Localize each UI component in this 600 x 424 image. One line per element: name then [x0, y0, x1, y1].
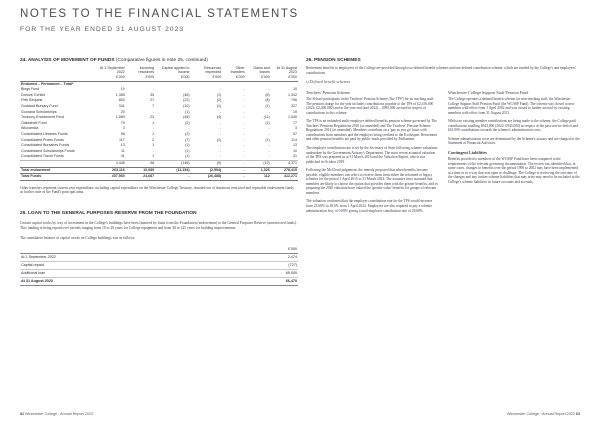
table-cell: -	[243, 143, 245, 148]
table-cell: -	[268, 109, 270, 114]
row-label: Consolidated Prizes Funds	[21, 137, 64, 142]
column-header: Resources expended	[204, 66, 222, 75]
table-cell: (2)	[185, 131, 190, 136]
loan-table	[20, 246, 298, 286]
table-cell: -	[152, 148, 155, 153]
table-cell: 1,385	[115, 92, 125, 97]
table-total-row: At 31 August 2023 66,470	[20, 278, 298, 286]
footer-text: Winchester College · Annual Report 2023	[507, 412, 575, 416]
table-cell: 13	[293, 143, 297, 148]
table-cell: 1	[152, 131, 155, 136]
table-cell: 263,116	[94, 167, 126, 174]
table-cell: (2)	[216, 98, 222, 103]
paragraph: The School participates in the Teachers' Pension Scheme ('the TPS') for its teaching staff. The pension charge for the year includes contributions payable to the TPS of £2,156,000 (2022: £2,400,000) and at the year end (and 2022) – £985,000 accrued in respect of contributions to this scheme.	[306, 97, 435, 115]
column-unit: £'000	[271, 75, 298, 81]
table-cell: (1)	[185, 143, 190, 148]
table-cell: -	[243, 131, 245, 136]
note25-section	[20, 211, 298, 286]
table-cell: (7)	[185, 137, 190, 142]
row-label	[20, 160, 94, 167]
paragraph: The employer contribution rate is set by the Secretary of State following scheme valuations undertaken by the Government Actuary's Department. The most recent actuarial valuation of the TPS was prepared as at 31 March 2016 and the Valuation Report, which was published in October 2019.	[306, 146, 438, 164]
table-cell: 327	[291, 103, 297, 108]
table-cell: 4,445	[94, 160, 126, 167]
table-cell: 1	[152, 120, 155, 125]
table-cell: 341	[118, 103, 125, 108]
paragraph: The TPS is an unfunded multi-employer defined benefits pension scheme governed by The Teachers' Pensions Regulations 2010 (as amended) and The Teachers' Pension Scheme Regulations 2014 (as amended). Members contribute on a 'pay as you go' basis with contributions from members and the employer being credited to the Exchequer. Retirement and other pension benefits are paid by public funds provided by Parliament.	[306, 119, 437, 142]
table-cell: -	[243, 115, 245, 120]
table-cell: -	[152, 126, 155, 131]
wcssp-title: Winchester College Support Staff Pension Fund	[448, 90, 529, 96]
footer-text: Winchester College · Annual Report 2023	[25, 412, 93, 416]
tps-column	[306, 90, 438, 217]
row-label: Firth Bequest	[21, 98, 43, 103]
table-cell: 3	[122, 126, 125, 131]
right-column	[306, 58, 580, 217]
table-cell: -	[268, 148, 270, 153]
table-cell: -	[220, 131, 222, 136]
row-label: Total endowment	[20, 167, 94, 174]
section-label: Endowed – Permanent – Total*	[21, 81, 74, 86]
table-cell: 11	[121, 148, 125, 153]
table-cell: 7	[152, 103, 155, 108]
note24-heading: 24. ANALYSIS OF MOVEMENT OF FUNDS (Comparative figures in note 25, continued)	[20, 58, 208, 63]
table-cell: (1)	[265, 137, 270, 142]
row-label: Consolidated Bursaries Funds	[21, 143, 70, 148]
column-header: Capital applied to income	[161, 66, 190, 75]
page-title: NOTES TO THE FINANCIAL STATEMENTS	[20, 8, 299, 20]
left-column	[20, 58, 298, 286]
column-unit: £'000	[155, 75, 190, 81]
table-cell: 2	[152, 137, 155, 142]
table-cell: -	[243, 126, 245, 131]
table-cell: 13	[120, 143, 125, 148]
table-cell: 278,415	[271, 167, 298, 174]
table-cell: 98	[126, 160, 155, 167]
table-cell: (9)	[191, 160, 223, 167]
loan-unit-row	[20, 246, 298, 254]
table-cell: -	[243, 98, 245, 103]
footer-right	[507, 412, 580, 416]
column-header: Incoming resources	[138, 66, 155, 75]
table-cell: 10	[293, 87, 297, 92]
table-header-row	[20, 66, 298, 75]
table-cell: -	[243, 109, 245, 114]
table-cell: -	[220, 154, 222, 159]
table-cell: 27	[150, 98, 155, 103]
table-cell: 117	[119, 137, 125, 142]
table-cell: -	[268, 126, 270, 131]
table-cell: 41	[120, 154, 125, 159]
row-label: Oakeshott Fund	[21, 120, 47, 125]
column-unit: £'000	[222, 75, 245, 81]
row-label: Gourand Scholarships	[21, 109, 57, 114]
table-cell: 79	[120, 120, 125, 125]
table-cell: -	[152, 109, 155, 114]
table-row: At 1 September 2022 2,474	[20, 254, 298, 262]
table-cell: 407,960	[94, 174, 126, 181]
table-cell: (19)	[246, 160, 271, 167]
table-cell: 1,540	[288, 115, 297, 120]
table-cell: (1)	[185, 148, 190, 153]
column-unit: £'000	[126, 75, 155, 81]
table-cell: 412,271	[271, 174, 298, 181]
paragraph: The valuation confirmed that the employer contribution rate for the TPS would increase from 23.68% to 28.6% from 1 April 2024. Employers are also required to pay a scheme administration levy of 0.08% giving a total employer contribution rate of 28.68%.	[306, 199, 433, 213]
table-cell: 10	[120, 87, 125, 92]
table-cell: (1)	[216, 92, 222, 97]
note26-subheading: i) Defined benefit schemes	[306, 79, 351, 85]
table-cell: -	[222, 167, 245, 174]
table-cell: 1,342	[288, 92, 297, 97]
pension-columns	[306, 90, 580, 217]
table-cell: (1)	[185, 154, 190, 159]
table-cell: -	[152, 87, 155, 92]
contingent-liabilities-title: Contingent Liabilities	[448, 150, 487, 156]
table-row: Additional loan 65,000	[20, 270, 298, 278]
table-cell: (1)	[265, 103, 270, 108]
table-cell: (11,154)	[155, 167, 190, 174]
table-cell: -	[155, 174, 190, 181]
movement-of-funds-table	[20, 66, 298, 181]
table-cell: 1,580	[115, 115, 125, 120]
table-cell: (8)	[265, 98, 270, 103]
table-cell: 10,089	[126, 167, 155, 174]
table-cell: (1)	[216, 103, 222, 108]
table-cell: 4,371	[271, 160, 298, 167]
table-cell: -	[268, 87, 270, 92]
row-label: Donors' Exhibit	[21, 92, 46, 97]
table-cell: -	[188, 126, 190, 131]
table-cell: -	[243, 103, 245, 108]
table-cell: (2,594)	[191, 167, 223, 174]
table-cell: 24,687	[126, 174, 155, 181]
table-cell: -	[220, 143, 222, 148]
table-cell: 10	[293, 148, 297, 153]
table-cell: -	[243, 92, 245, 97]
note25-heading: 25. LOAN TO THE GENERAL PURPOSES RESERVE FROM THE FOUNDATION	[20, 211, 197, 217]
table-cell: 1	[152, 143, 155, 148]
column-header: At 1 September 2022	[99, 66, 125, 75]
table-cell: (10)	[183, 103, 190, 108]
table-cell: 58	[120, 131, 125, 136]
table-cell: 112	[246, 174, 271, 181]
note26-heading: 26. PENSION SCHEMES	[306, 58, 361, 63]
table-cell: 23	[150, 115, 155, 120]
table-cell: (11)	[263, 115, 270, 120]
footer-left	[20, 412, 93, 416]
page-subtitle: FOR THE YEAR ENDED 31 AUGUST 2023	[20, 26, 185, 33]
table-cell: -	[243, 148, 245, 153]
table-cell: 20	[120, 109, 125, 114]
table-subtotal-row	[20, 160, 298, 167]
table-cell: 41	[293, 154, 297, 159]
table-cell: 803	[118, 98, 125, 103]
table-cell: -	[188, 87, 190, 92]
table-cell: 19	[293, 109, 297, 114]
table-cell: 57	[293, 131, 297, 136]
note26-intro: Retirement benefits to employees of the College are provided through two defined benefit schemes and one defined contribution scheme, which are funded by the College's and employees' contributions.	[306, 66, 577, 75]
table-cell: 1,026	[246, 167, 271, 174]
column-unit: £'000	[246, 75, 271, 81]
table-cell: 35	[150, 92, 155, 97]
row-label: Total Funds	[20, 174, 94, 181]
table-cell: 114	[291, 137, 297, 142]
table-cell: (1)	[185, 109, 190, 114]
table-cell: 1	[152, 154, 155, 159]
table-cell: (22)	[183, 98, 190, 103]
page-number: 83	[575, 412, 580, 416]
table-cell: 3	[295, 126, 297, 131]
table-cell: (48)	[183, 115, 190, 120]
table-cell: 77	[293, 120, 297, 125]
paragraph: Whilst no existing member contributions are being made to the scheme, the College paid contributions totalling £943,000 (2022: £943,000) in respect of the past service deficit and £61,000 contributions towards the scheme's administration costs.	[448, 119, 578, 133]
tps-title: Teachers' Pension Scheme	[306, 90, 351, 96]
table-cell: (1)	[216, 137, 222, 142]
column-unit: £'000	[94, 75, 126, 81]
table-cell: (26,488)	[191, 174, 223, 181]
row-label: Treasury Endowment Fund	[21, 115, 65, 120]
row-label: Wiccamica	[21, 126, 39, 131]
table-cell: -	[220, 126, 222, 131]
table-cell: -	[222, 160, 245, 167]
page-header	[20, 8, 580, 33]
table-cell: -	[243, 154, 245, 159]
table-cell: -	[222, 174, 245, 181]
row-label: Goddard Bursary Fund	[21, 103, 58, 108]
paragraph: Following the McCloud judgement, the remedy proposed that when benefits become payable, eligible members can select to receive them from either the reformed or legacy schemes for the period 1 April 2015 to 31 March 2022. The actuaries have assumed that members are likely to choose the option that provides them with the greater benefits, and in preparing the 2020 valuation have valued the 'greater value' benefits for groups of relevant members.	[306, 168, 438, 195]
row-label: Bings Fund	[21, 87, 40, 92]
table-cell: 796	[291, 98, 297, 103]
note25-paragraph: The cumulative balance of capital works on College buildings was as follows:	[20, 235, 136, 240]
table-row: Capital repaid (727)	[20, 262, 298, 270]
table-cell: -	[243, 120, 245, 125]
table-total-row	[20, 167, 298, 174]
row-label: Consolidated Travel Funds	[21, 154, 64, 159]
page-number: 82	[20, 412, 25, 416]
note24-footnote: Other transfers represent current year expenditure, including capital expenditure on the Winchester College Treasury, donated out of donations restricted and repayable endowment funds, as further note of the Fund's principal aims.	[20, 185, 295, 195]
paragraph: Benefits provided to members of the WCSSP Fund have been compared to the requirements of the relevant governing documentation. The review has identified that, in some cases, changes to benefits over the period 1990 to 2002 may have been implemented at a time or in a way that was open to challenge. The College is reviewing the outcome of the changes and any further scheme liabilities that may arise may need to be included in the College's scheme liabilities in future accounts and accruals.	[448, 157, 580, 184]
paragraph: The College operates a defined benefit scheme for non-teaching staff, the Winchester College Support Staff Pension Fund (the WCSSP Fund). The scheme was closed to new members with effect from 1 April 2002 and was closed to further accrual by existing members with effect from 31 August 2013.	[448, 97, 575, 115]
table-cell: (2)	[185, 120, 190, 125]
table-cell: -	[220, 87, 222, 92]
table-cell: -	[220, 120, 222, 125]
note25-paragraph: Certain capital works by way of investment in the College's buildings have been financed by loans from the Foundation (endowment) to the General Purposes Reserve (unrestricted funds). This funding is being repaid over periods ranging from 10 to 20 years for College equipment and from 30 to 125 years for building improvements.	[20, 221, 297, 230]
table-funds-row	[20, 174, 298, 181]
paragraph: Scheme administration costs are determined by the Scheme's actuary and are charged to the Statement of Financial Activities.	[448, 136, 580, 146]
table-cell: -	[243, 137, 245, 142]
column-header: Other transfers	[230, 66, 245, 75]
table-cell: -	[268, 143, 270, 148]
table-cell: (1)	[265, 120, 270, 125]
column-header: Gains and losses	[253, 66, 270, 75]
column-unit: £'000	[191, 75, 223, 81]
row-label: Consolidated Scholarships Funds	[21, 148, 75, 153]
wcssp-column	[448, 90, 580, 217]
table-cell: -	[243, 87, 245, 92]
column-header: At 31 August 2023	[276, 66, 297, 75]
table-cell: (146)	[155, 160, 190, 167]
table-cell: (48)	[183, 92, 190, 97]
table-cell: (4)	[216, 115, 222, 120]
table-cell: -	[220, 109, 222, 114]
row-label: Consolidated Libraries Funds	[21, 131, 68, 136]
table-cell: -	[268, 131, 270, 136]
table-cell: -	[220, 148, 222, 153]
table-cell: -	[268, 154, 270, 159]
loan-unit: £'000	[224, 246, 298, 254]
table-cell: (8)	[265, 92, 270, 97]
